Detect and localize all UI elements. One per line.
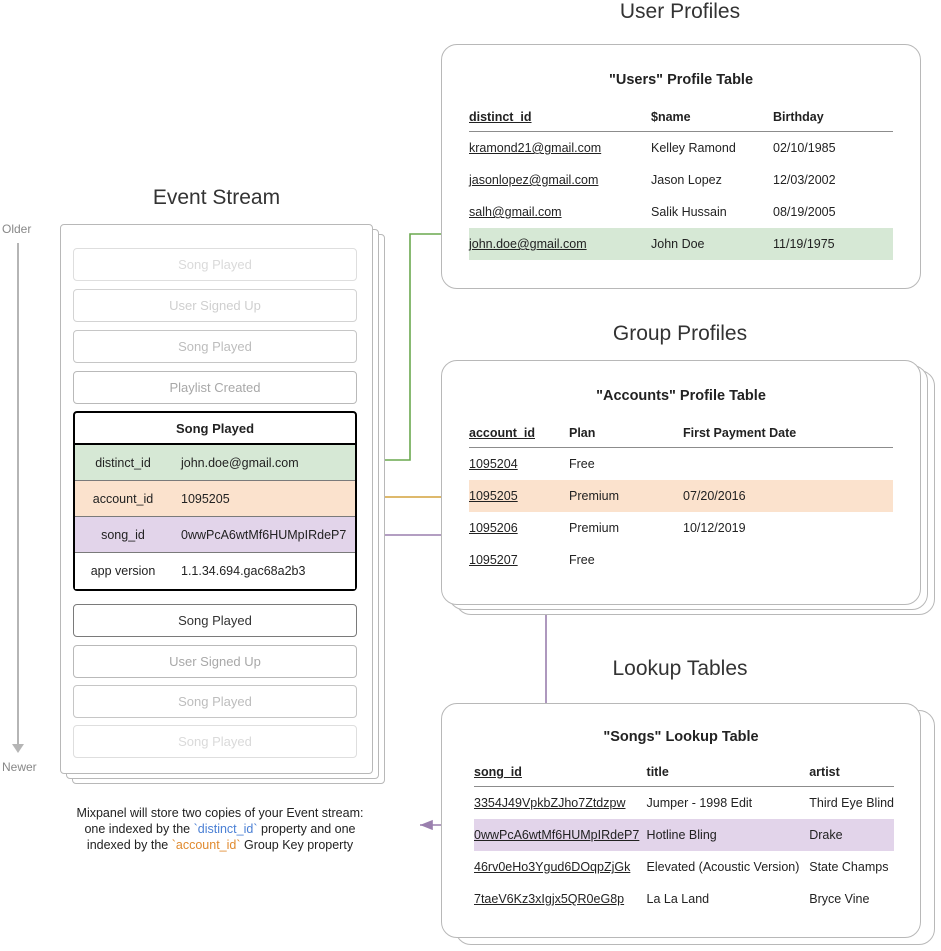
songs-table-title: "Songs" Lookup Table: [603, 729, 759, 745]
caption-line-3: [55, 837, 385, 853]
cell-distinct-id: jasonlopez@gmail.com: [469, 173, 599, 187]
table-row-highlighted[interactable]: [474, 819, 894, 851]
table-header-row: [469, 110, 893, 132]
cell-name: Jason Lopez: [651, 173, 722, 187]
table-row[interactable]: [474, 883, 894, 915]
cell-plan: Free: [569, 553, 595, 567]
lookup-tables-title: Lookup Tables: [612, 657, 748, 680]
event-card-title: Song Played: [75, 413, 355, 445]
column-header-birthday: Birthday: [773, 110, 893, 132]
event-stream-stack-front: [60, 224, 373, 774]
property-value: 1095205: [181, 491, 230, 506]
songs-lookup-card: [441, 703, 921, 938]
accounts-table-title: "Accounts" Profile Table: [596, 388, 766, 404]
cell-plan: Premium: [569, 480, 683, 512]
column-header-plan: Plan: [569, 426, 683, 448]
cell-birthday: 11/19/1975: [773, 228, 893, 260]
property-key: app version: [90, 564, 156, 578]
cell-name: Salik Hussain: [651, 205, 727, 219]
property-key: account_id: [92, 491, 154, 506]
table-row[interactable]: [469, 544, 893, 576]
expanded-event-card[interactable]: [73, 411, 357, 591]
accounts-table: [469, 426, 893, 576]
cell-artist: Bryce Vine: [809, 892, 870, 906]
cell-title: Jumper - 1998 Edit: [646, 796, 753, 810]
table-row[interactable]: [469, 164, 893, 196]
event-row[interactable]: Playlist Created: [73, 371, 357, 404]
users-table-title: "Users" Profile Table: [608, 72, 754, 88]
cell-name: John Doe: [651, 228, 773, 260]
cell-account-id: 1095206: [469, 521, 518, 535]
column-header-name: $name: [651, 110, 773, 132]
cell-title: Hotline Bling: [647, 819, 810, 851]
property-key: distinct_id: [95, 455, 151, 470]
cell-first-payment: 07/20/2016: [683, 480, 893, 512]
caption-line-3-a: indexed by the: [86, 838, 172, 852]
cell-distinct-id: salh@gmail.com: [469, 205, 562, 219]
column-header-artist: artist: [809, 765, 894, 787]
cell-birthday: 08/19/2005: [773, 205, 836, 219]
cell-plan: Premium: [569, 521, 620, 535]
users-table: [469, 110, 893, 260]
event-stream-panel: [60, 224, 385, 784]
cell-account-id: 1095207: [469, 553, 518, 567]
caption-line-2-b: property and one: [257, 822, 356, 836]
time-axis-arrow: [12, 744, 24, 753]
cell-distinct-id: john.doe@gmail.com: [469, 228, 651, 260]
event-row[interactable]: Song Played: [73, 725, 357, 758]
caption-line-1: Mixpanel will store two copies of your Event stream:: [76, 806, 364, 820]
event-property-app-version[interactable]: [75, 553, 355, 589]
property-value: john.doe@gmail.com: [181, 455, 299, 470]
table-row-highlighted[interactable]: [469, 228, 893, 260]
axis-label-newer: Newer: [2, 760, 37, 774]
cell-artist: Third Eye Blind: [809, 796, 894, 810]
songs-table: [474, 765, 894, 915]
caption-line-2-a: one indexed by the: [84, 822, 194, 836]
cell-birthday: 02/10/1985: [773, 141, 836, 155]
event-row[interactable]: Song Played: [73, 330, 357, 363]
table-row[interactable]: [469, 512, 893, 544]
table-header-row: [469, 426, 893, 448]
event-row[interactable]: User Signed Up: [73, 289, 357, 322]
table-row[interactable]: [469, 448, 893, 481]
cell-title: Elevated (Acoustic Version): [646, 860, 800, 874]
cell-first-payment: [683, 544, 893, 576]
event-row[interactable]: User Signed Up: [73, 645, 357, 678]
event-stream-title: Event Stream: [152, 186, 281, 209]
cell-account-id: 1095205: [469, 480, 569, 512]
cell-birthday: 12/03/2002: [773, 173, 836, 187]
event-row[interactable]: Song Played: [73, 685, 357, 718]
cell-plan: Free: [569, 457, 595, 471]
cell-first-payment: [683, 448, 893, 481]
property-value: 0wwPcA6wtMf6HUMpIRdeP7: [181, 527, 347, 542]
cell-song-id: 46rv0eHo3Ygud6DOqpZjGk: [474, 860, 631, 874]
table-row[interactable]: [469, 196, 893, 228]
table-header-row: [474, 765, 894, 787]
event-row[interactable]: Song Played: [73, 248, 357, 281]
time-axis-line: [17, 243, 19, 746]
cell-song-id: 7taeV6Kz3xIgjx5QR0eG8p: [474, 892, 625, 906]
caption-code-distinct-id: `distinct_id`: [193, 822, 258, 836]
table-row-highlighted[interactable]: [469, 480, 893, 512]
cell-first-payment: 10/12/2019: [683, 521, 746, 535]
event-property-account-id[interactable]: [75, 481, 355, 517]
column-header-first-payment-date: First Payment Date: [683, 426, 893, 448]
cell-distinct-id: kramond21@gmail.com: [469, 141, 602, 155]
cell-artist: State Champs: [809, 860, 889, 874]
cell-name: Kelley Ramond: [651, 141, 736, 155]
event-stream-caption: [55, 805, 385, 853]
property-value: 1.1.34.694.gac68a2b3: [181, 564, 306, 578]
axis-label-older: Older: [2, 222, 32, 236]
cell-song-id: 0wwPcA6wtMf6HUMpIRdeP7: [474, 819, 647, 851]
cell-song-id: 3354J49VpkbZJho7Ztdzpw: [474, 796, 626, 810]
event-row[interactable]: Song Played: [73, 604, 357, 637]
caption-line-2: [55, 821, 385, 837]
table-row[interactable]: [469, 132, 893, 165]
caption-code-account-id: `account_id`: [171, 838, 241, 852]
column-header-song-id: song_id: [474, 765, 647, 787]
caption-line-3-b: Group Key property: [240, 838, 354, 852]
column-header-account-id: account_id: [469, 426, 569, 448]
cell-account-id: 1095204: [469, 457, 518, 471]
users-profile-card: [441, 44, 921, 289]
user-profiles-title: User Profiles: [619, 0, 741, 23]
group-profiles-title: Group Profiles: [612, 322, 748, 345]
property-key: song_id: [101, 527, 145, 542]
event-property-distinct-id[interactable]: [75, 445, 355, 481]
column-header-distinct-id: distinct_id: [469, 110, 651, 132]
column-header-title: title: [647, 765, 810, 787]
cell-title: La La Land: [646, 892, 710, 906]
table-row[interactable]: [474, 851, 894, 883]
accounts-profile-card: [441, 360, 921, 605]
event-property-song-id[interactable]: [75, 517, 355, 553]
table-row[interactable]: [474, 787, 894, 820]
cell-artist: Drake: [809, 819, 894, 851]
